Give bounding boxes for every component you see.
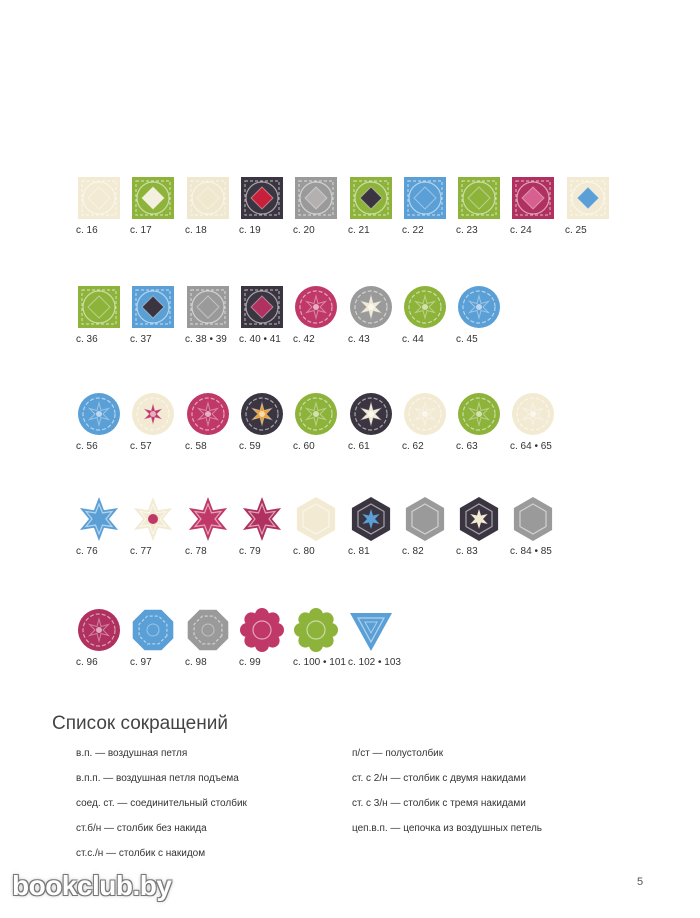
motif-page-label: с. 81 (348, 546, 370, 557)
motif-square-image (76, 284, 122, 330)
motif-square-image (456, 175, 502, 221)
motif-thumbnail (76, 284, 126, 345)
motif-thumbnail (130, 496, 180, 557)
motif-page-label: с. 80 (293, 546, 315, 557)
motif-flower-image (293, 607, 339, 653)
motif-octagon-image (185, 607, 231, 653)
motif-square-image (510, 175, 556, 221)
motif-row-5 (76, 607, 636, 675)
watermark-logo: bookclub.by (12, 870, 172, 901)
motif-circle-image (185, 391, 231, 437)
motif-page-label: с. 25 (565, 225, 587, 236)
motif-thumbnail (456, 284, 506, 345)
motif-row-2 (76, 284, 636, 352)
motif-thumbnail (510, 391, 560, 452)
motif-thumbnail (456, 496, 506, 557)
motif-page-label: с. 77 (130, 546, 152, 557)
motif-circle-image (76, 607, 122, 653)
abbreviations-right-column (352, 748, 542, 848)
motif-thumbnail (130, 284, 180, 345)
motif-page-label: с. 84 • 85 (510, 546, 552, 557)
motif-thumbnail (185, 496, 235, 557)
motif-thumbnail (348, 391, 398, 452)
motif-thumbnail (565, 175, 615, 236)
motif-page-label: с. 83 (456, 546, 478, 557)
motif-star-image (130, 496, 176, 542)
motif-page-label: с. 43 (348, 334, 370, 345)
motif-page-label: с. 64 • 65 (510, 441, 552, 452)
abbreviation-item: цеп.в.п. — цепочка из воздушных петель (352, 823, 542, 834)
motif-circle-image (510, 391, 556, 437)
motif-thumbnail (348, 496, 398, 557)
motif-thumbnail (348, 607, 401, 668)
motif-page-label: с. 57 (130, 441, 152, 452)
motif-thumbnail (239, 284, 289, 345)
motif-thumbnail (185, 607, 235, 668)
motif-thumbnail (185, 391, 235, 452)
motif-page-label: с. 56 (76, 441, 98, 452)
motif-page-label: с. 99 (239, 657, 261, 668)
motif-circle-image (130, 391, 176, 437)
motif-thumbnail (185, 284, 235, 345)
motif-page-label: с. 97 (130, 657, 152, 668)
motif-page-label: с. 98 (185, 657, 207, 668)
motif-page-label: с. 16 (76, 225, 98, 236)
motif-square-image (239, 175, 285, 221)
motif-square-image (348, 175, 394, 221)
motif-circle-image (293, 284, 339, 330)
abbreviation-item: в.п.п. — воздушная петля подъема (76, 773, 239, 784)
motif-square-image (402, 175, 448, 221)
motif-page-label: с. 22 (402, 225, 424, 236)
motif-thumbnail (456, 175, 506, 236)
motif-thumbnail (130, 391, 180, 452)
motif-thumbnail (76, 496, 126, 557)
motif-row-3 (76, 391, 636, 459)
motif-page-label: с. 20 (293, 225, 315, 236)
motif-circle-image (402, 284, 448, 330)
motif-thumbnail (293, 391, 343, 452)
motif-page-label: с. 38 • 39 (185, 334, 227, 345)
motif-thumbnail (239, 607, 289, 668)
motif-square-image (76, 175, 122, 221)
motif-star-image (239, 496, 285, 542)
motif-page-label: с. 78 (185, 546, 207, 557)
motif-hexagon-image (402, 496, 448, 542)
abbreviation-item: ст. с 2/н — столбик с двумя накидами (352, 773, 526, 784)
motif-page-label: с. 40 • 41 (239, 334, 281, 345)
motif-thumbnail (76, 175, 126, 236)
motif-hexagon-image (348, 496, 394, 542)
motif-thumbnail (76, 607, 126, 668)
motif-thumbnail (402, 175, 452, 236)
motif-page-label: с. 21 (348, 225, 370, 236)
motif-page-label: с. 24 (510, 225, 532, 236)
motif-square-image (239, 284, 285, 330)
motif-thumbnail (293, 607, 346, 668)
motif-page-label: с. 19 (239, 225, 261, 236)
motif-circle-image (402, 391, 448, 437)
motif-octagon-image (130, 607, 176, 653)
motif-star-image (185, 496, 231, 542)
motif-page-label: с. 59 (239, 441, 261, 452)
motif-hexagon-image (510, 496, 556, 542)
motif-page-label: с. 42 (293, 334, 315, 345)
motif-thumbnail (293, 496, 343, 557)
motif-page-label: с. 23 (456, 225, 478, 236)
motif-square-image (185, 175, 231, 221)
abbreviations-title: Список сокращений (52, 713, 228, 734)
motif-page-label: с. 102 • 103 (348, 657, 401, 668)
motif-row-4 (76, 496, 636, 564)
motif-page-label: с. 79 (239, 546, 261, 557)
motif-thumbnail (348, 175, 398, 236)
motif-thumbnail (456, 391, 506, 452)
motif-thumbnail (510, 175, 560, 236)
motif-circle-image (456, 391, 502, 437)
motif-page-label: с. 37 (130, 334, 152, 345)
motif-thumbnail (402, 391, 452, 452)
motif-page-label: с. 44 (402, 334, 424, 345)
motif-triangle-image (348, 607, 394, 653)
motif-page-label: с. 36 (76, 334, 98, 345)
motif-page-label: с. 18 (185, 225, 207, 236)
motif-thumbnail (239, 496, 289, 557)
motif-circle-image (76, 391, 122, 437)
motif-page-label: с. 61 (348, 441, 370, 452)
motif-thumbnail (239, 391, 289, 452)
motif-circle-image (239, 391, 285, 437)
abbreviation-item: п/ст — полустолбик (352, 748, 444, 759)
motif-circle-image (456, 284, 502, 330)
motif-circle-image (348, 284, 394, 330)
motif-thumbnail (185, 175, 235, 236)
motif-circle-image (348, 391, 394, 437)
motif-square-image (130, 175, 176, 221)
abbreviation-item: соед. ст. — соединительный столбик (76, 798, 247, 809)
abbreviation-item: ст.б/н — столбик без накида (76, 823, 207, 834)
motif-page-label: с. 63 (456, 441, 478, 452)
motif-thumbnail (402, 284, 452, 345)
motif-thumbnail (130, 607, 180, 668)
motif-square-image (185, 284, 231, 330)
abbreviation-item: ст.с./н — столбик с накидом (76, 848, 206, 859)
motif-square-image (565, 175, 611, 221)
motif-thumbnail (348, 284, 398, 345)
motif-thumbnail (76, 391, 126, 452)
motif-thumbnail (130, 175, 180, 236)
motif-page-label: с. 76 (76, 546, 98, 557)
motif-page-label: с. 17 (130, 225, 152, 236)
motif-square-image (130, 284, 176, 330)
motif-hexagon-image (456, 496, 502, 542)
abbreviations-left-column (76, 748, 247, 873)
motif-thumbnail (293, 284, 343, 345)
motif-page-label: с. 100 • 101 (293, 657, 346, 668)
motif-page-label: с. 60 (293, 441, 315, 452)
motif-thumbnail (402, 496, 452, 557)
motif-thumbnail (510, 496, 560, 557)
motif-square-image (293, 175, 339, 221)
motif-page-label: с. 58 (185, 441, 207, 452)
motif-page-label: с. 45 (456, 334, 478, 345)
motif-star-image (76, 496, 122, 542)
motif-thumbnail (293, 175, 343, 236)
abbreviation-item: в.п. — воздушная петля (76, 748, 188, 759)
motif-circle-image (293, 391, 339, 437)
motif-hexagon-image (293, 496, 339, 542)
page-number: 5 (637, 876, 644, 888)
motif-flower-image (239, 607, 285, 653)
motif-page-label: с. 82 (402, 546, 424, 557)
abbreviation-item: ст. с 3/н — столбик с тремя накидами (352, 798, 526, 809)
motif-thumbnail (239, 175, 289, 236)
motif-page-label: с. 62 (402, 441, 424, 452)
motif-row-1 (76, 175, 636, 243)
motif-page-label: с. 96 (76, 657, 98, 668)
